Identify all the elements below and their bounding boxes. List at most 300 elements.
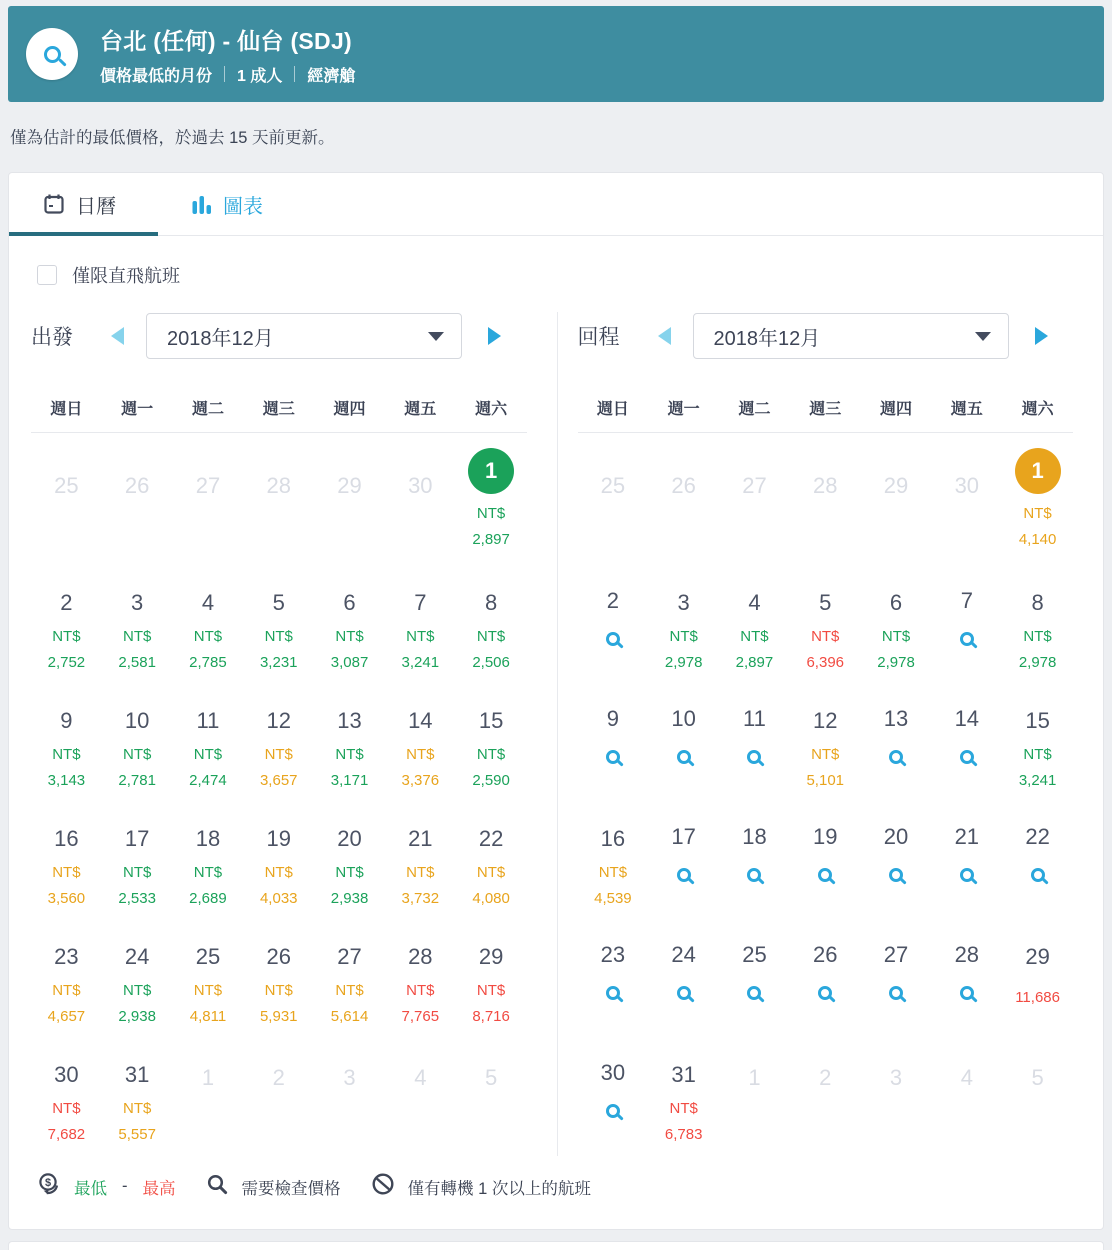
currency-label: NT$ — [52, 627, 81, 645]
day-number: 18 — [195, 826, 221, 851]
search-icon[interactable] — [747, 750, 761, 764]
day-number: 26 — [671, 473, 696, 498]
day-cell-return-30 — [931, 438, 1002, 574]
direct-flights-filter[interactable] — [37, 262, 180, 288]
day-number: 28 — [266, 473, 291, 498]
currency-label: NT$ — [476, 981, 506, 999]
day-number: 23 — [600, 942, 626, 967]
price-label — [314, 624, 385, 676]
magnifier-icon — [206, 1173, 229, 1201]
departure-weekday-row — [31, 396, 527, 433]
price-value: 2,752 — [47, 653, 86, 671]
cheapest-month-label: 價格最低的月份 — [100, 67, 213, 85]
currency-label: NT$ — [193, 627, 223, 645]
day-cell-departure-30[interactable] — [31, 1053, 102, 1156]
price-label — [102, 742, 173, 794]
search-icon[interactable] — [747, 868, 761, 882]
day-cell-departure-6[interactable] — [314, 581, 385, 692]
day-cell-return-23[interactable] — [578, 928, 649, 1046]
day-number: 9 — [606, 706, 620, 731]
day-number: 5 — [272, 590, 285, 615]
currency-label: NT$ — [52, 1099, 81, 1117]
day-cell-return-25[interactable] — [719, 928, 790, 1046]
currency-label: NT$ — [1023, 745, 1052, 763]
price-label — [243, 742, 314, 794]
weekday-label: 週二 — [191, 401, 224, 418]
price-value: 6,396 — [806, 653, 845, 671]
price-label — [314, 742, 385, 794]
day-cell-return-8[interactable] — [1002, 581, 1073, 692]
currency-label: NT$ — [811, 745, 840, 763]
day-number: 29 — [883, 473, 909, 498]
price-value: 4,033 — [259, 889, 298, 907]
search-summary-header[interactable] — [8, 6, 1104, 102]
day-cell-return-3[interactable] — [648, 581, 719, 692]
currency-label: NT$ — [406, 745, 435, 763]
day-number: 21 — [408, 826, 433, 851]
search-icon[interactable] — [1031, 868, 1045, 882]
day-cell-departure-16[interactable] — [31, 817, 102, 928]
selected-day-circle[interactable]: 1 — [1015, 448, 1061, 494]
day-number: 12 — [813, 708, 838, 733]
price-label — [173, 624, 244, 676]
day-number: 2 — [272, 1065, 285, 1090]
price-calendar-card — [8, 172, 1104, 1230]
currency-label: NT$ — [335, 745, 364, 763]
day-cell-return-1 — [719, 1046, 790, 1156]
day-number: 31 — [124, 1062, 150, 1087]
subtitle-divider — [294, 66, 295, 82]
tab-chart[interactable] — [158, 173, 305, 235]
day-cell-departure-27[interactable] — [314, 935, 385, 1046]
price-label — [1002, 501, 1073, 553]
day-cell-departure-4[interactable] — [173, 581, 244, 692]
day-cell-return-13[interactable] — [861, 692, 932, 810]
price-value: 2,978 — [877, 653, 915, 671]
search-icon[interactable] — [677, 986, 691, 1000]
legend-check-price-label: 需要檢查價格 — [241, 1179, 341, 1198]
legend-price-range — [37, 1172, 176, 1201]
legend-stops-label: 僅有轉機 1 次以上的航班 — [407, 1179, 591, 1198]
price-value: 3,231 — [259, 653, 298, 671]
price-value: 3,241 — [401, 653, 440, 671]
day-cell-departure-14[interactable] — [385, 699, 456, 810]
day-cell-departure-29[interactable] — [456, 935, 527, 1046]
weekday-label: 週一 — [667, 401, 700, 418]
return-month-value: 2018年12月 — [713, 327, 821, 350]
legend-range-separator: - — [122, 1177, 128, 1195]
day-cell-departure-23[interactable] — [31, 935, 102, 1046]
day-cell-return-3 — [861, 1046, 932, 1156]
departure-next-month-arrow[interactable] — [488, 327, 501, 345]
search-icon[interactable] — [747, 986, 761, 1000]
currency-label: NT$ — [52, 745, 81, 763]
weekday-label: 週三 — [262, 401, 295, 418]
day-cell-departure-5[interactable] — [243, 581, 314, 692]
day-number: 20 — [337, 826, 362, 851]
price-value: 2,590 — [472, 771, 510, 789]
price-value: 4,080 — [472, 889, 510, 907]
return-next-month-arrow[interactable] — [1035, 327, 1048, 345]
day-cell-departure-9[interactable] — [31, 699, 102, 810]
tab-bar — [9, 173, 1103, 236]
currency-label: NT$ — [123, 863, 152, 881]
currency-label: NT$ — [1023, 505, 1052, 522]
day-cell-departure-20[interactable] — [314, 817, 385, 928]
day-number: 27 — [195, 473, 221, 498]
search-icon[interactable] — [960, 632, 974, 646]
day-cell-departure-2 — [243, 1046, 314, 1156]
day-number: 15 — [1025, 708, 1050, 733]
price-value: 2,978 — [1018, 653, 1057, 671]
price-value: 2,785 — [189, 653, 227, 671]
day-cell-return-28[interactable] — [931, 928, 1002, 1046]
return-prev-month-arrow[interactable] — [658, 327, 671, 345]
price-value: 2,474 — [189, 771, 227, 789]
day-cell-return-22[interactable] — [1002, 810, 1073, 928]
price-label — [1002, 985, 1073, 1011]
currency-label: NT$ — [123, 627, 152, 645]
day-cell-return-26[interactable] — [790, 928, 861, 1046]
day-cell-return-1[interactable] — [1002, 438, 1073, 574]
day-cell-departure-11[interactable] — [173, 699, 244, 810]
day-number: 7 — [414, 590, 427, 615]
currency-label: NT$ — [335, 627, 364, 645]
day-cell-departure-4 — [385, 1046, 456, 1156]
departure-label: 出發 — [31, 326, 73, 349]
day-number: 28 — [954, 942, 980, 967]
day-cell-return-11[interactable] — [719, 692, 790, 810]
search-icon[interactable] — [818, 986, 832, 1000]
day-cell-departure-12[interactable] — [243, 699, 314, 810]
price-value: 4,539 — [594, 889, 632, 907]
search-icon[interactable] — [606, 1104, 620, 1118]
price-label — [578, 860, 649, 912]
weekday-label: 週三 — [809, 401, 842, 418]
price-value: 2,897 — [472, 531, 510, 548]
day-cell-return-29[interactable] — [1002, 935, 1073, 1046]
day-cell-departure-26 — [102, 438, 173, 574]
day-number: 4 — [960, 1065, 973, 1090]
day-cell-departure-25[interactable] — [173, 935, 244, 1046]
departure-month-select[interactable] — [146, 313, 462, 359]
day-cell-return-20[interactable] — [861, 810, 932, 928]
price-label — [1002, 624, 1073, 676]
price-value: 3,171 — [330, 771, 369, 789]
no-entry-icon — [371, 1172, 395, 1201]
price-label — [314, 978, 385, 1030]
day-number: 18 — [742, 824, 767, 849]
route-title: 台北 (任何) - 仙台 (SDJ) — [100, 27, 352, 54]
day-cell-departure-18[interactable] — [173, 817, 244, 928]
day-number: 13 — [337, 708, 362, 733]
currency-label: NT$ — [476, 745, 506, 763]
price-label — [385, 978, 456, 1030]
day-cell-departure-30 — [385, 438, 456, 574]
direct-flights-checkbox[interactable] — [37, 265, 57, 285]
day-number: 25 — [54, 473, 79, 498]
day-cell-departure-24[interactable] — [102, 935, 173, 1046]
search-icon[interactable] — [960, 986, 974, 1000]
day-number: 8 — [484, 590, 498, 615]
day-number: 1 — [201, 1065, 215, 1090]
search-icon[interactable] — [960, 868, 974, 882]
day-cell-departure-5 — [456, 1046, 527, 1156]
day-cell-departure-2[interactable] — [31, 581, 102, 692]
price-label — [456, 742, 527, 794]
price-value: 2,506 — [472, 653, 510, 671]
search-icon[interactable] — [818, 868, 832, 882]
return-label: 回程 — [577, 326, 620, 349]
weekday-label: 週五 — [950, 401, 983, 418]
price-value: 3,732 — [401, 889, 440, 907]
price-label — [456, 978, 527, 1030]
day-cell-departure-29 — [314, 438, 385, 574]
day-number: 26 — [813, 942, 838, 967]
day-cell-departure-13[interactable] — [314, 699, 385, 810]
day-cell-return-9[interactable] — [578, 692, 649, 810]
price-value: 2,938 — [118, 1007, 156, 1025]
price-label — [31, 742, 102, 794]
departure-calendar-header — [31, 312, 527, 360]
price-value: 3,143 — [47, 771, 86, 789]
day-cell-return-28 — [790, 438, 861, 574]
day-number: 22 — [478, 826, 504, 851]
day-number: 27 — [337, 944, 362, 969]
currency-label: NT$ — [264, 627, 293, 645]
day-number: 1 — [748, 1065, 761, 1090]
day-number: 28 — [408, 944, 433, 969]
price-label — [102, 1096, 173, 1148]
day-cell-return-19[interactable] — [790, 810, 861, 928]
price-label — [243, 624, 314, 676]
day-cell-return-29 — [861, 438, 932, 574]
day-cell-return-2[interactable] — [578, 574, 649, 692]
day-cell-departure-31[interactable] — [102, 1053, 173, 1156]
currency-label: NT$ — [52, 981, 81, 999]
price-value: 7,765 — [401, 1007, 440, 1025]
search-icon[interactable] — [677, 750, 691, 764]
price-estimate-note: 僅為估計的最低價格，於過去 15 天前更新。 — [10, 129, 335, 147]
day-number: 4 — [201, 590, 215, 615]
day-cell-return-12[interactable] — [790, 699, 861, 810]
day-number: 7 — [960, 588, 973, 613]
day-cell-return-17[interactable] — [648, 810, 719, 928]
day-cell-return-15[interactable] — [1002, 699, 1073, 810]
departure-prev-month-arrow[interactable] — [111, 327, 124, 345]
price-value: 4,811 — [189, 1007, 227, 1025]
currency-label: NT$ — [669, 1099, 698, 1117]
next-card-edge — [8, 1241, 1104, 1250]
day-cell-return-10[interactable] — [648, 692, 719, 810]
legend-stops — [371, 1172, 591, 1201]
currency-label: NT$ — [123, 1099, 152, 1117]
day-cell-departure-22[interactable] — [456, 817, 527, 928]
tab-calendar[interactable] — [9, 173, 158, 235]
currency-label: NT$ — [123, 981, 152, 999]
price-value: 3,560 — [47, 889, 86, 907]
currency-label: NT$ — [193, 981, 223, 999]
day-number: 27 — [883, 942, 909, 967]
day-number: 13 — [883, 706, 909, 731]
day-number: 27 — [742, 473, 767, 498]
search-icon[interactable] — [889, 868, 903, 882]
day-cell-return-7[interactable] — [931, 574, 1002, 692]
search-icon[interactable] — [960, 750, 974, 764]
day-number: 30 — [600, 1060, 626, 1085]
day-number: 6 — [889, 590, 903, 615]
day-number: 5 — [819, 590, 832, 615]
search-icon[interactable] — [606, 986, 620, 1000]
day-number: 11 — [743, 706, 766, 731]
day-cell-departure-19[interactable] — [243, 817, 314, 928]
search-icon[interactable] — [677, 868, 691, 882]
subtitle-divider — [224, 66, 225, 82]
day-number: 3 — [677, 590, 690, 615]
day-number: 16 — [54, 826, 79, 851]
price-value: 3,657 — [259, 771, 298, 789]
day-cell-return-30[interactable] — [578, 1046, 649, 1156]
day-number: 31 — [671, 1062, 696, 1087]
day-number: 25 — [195, 944, 221, 969]
day-cell-return-24[interactable] — [648, 928, 719, 1046]
price-label — [173, 742, 244, 794]
day-cell-departure-1[interactable] — [456, 438, 527, 574]
price-value: 6,783 — [664, 1125, 703, 1143]
price-label — [456, 860, 527, 912]
weekday-label: 週一 — [121, 401, 154, 418]
day-number: 10 — [671, 706, 696, 731]
currency-label: NT$ — [1023, 627, 1052, 645]
price-value: 2,978 — [664, 653, 703, 671]
day-cell-return-27 — [719, 438, 790, 574]
day-cell-departure-21[interactable] — [385, 817, 456, 928]
day-number: 26 — [266, 944, 291, 969]
price-label — [385, 742, 456, 794]
direct-flights-label: 僅限直飛航班 — [72, 266, 180, 286]
bar-chart-icon — [192, 193, 212, 215]
day-number: 3 — [131, 590, 144, 615]
price-label — [31, 978, 102, 1030]
day-number: 10 — [124, 708, 150, 733]
day-cell-departure-27 — [173, 438, 244, 574]
legend-check-price — [206, 1173, 341, 1201]
day-number: 29 — [1025, 944, 1050, 969]
chevron-down-icon — [975, 332, 991, 341]
day-cell-return-14[interactable] — [931, 692, 1002, 810]
day-cell-return-27[interactable] — [861, 928, 932, 1046]
day-cell-departure-17[interactable] — [102, 817, 173, 928]
day-number: 4 — [748, 590, 761, 615]
day-number: 26 — [124, 473, 150, 498]
day-cell-return-26 — [648, 438, 719, 574]
day-cell-return-4[interactable] — [719, 581, 790, 692]
day-cell-return-21[interactable] — [931, 810, 1002, 928]
day-number: 30 — [54, 1062, 79, 1087]
price-value: 5,557 — [118, 1125, 156, 1143]
passengers-label: 1 成人 — [237, 67, 283, 85]
day-cell-departure-26[interactable] — [243, 935, 314, 1046]
currency-label: NT$ — [476, 627, 506, 645]
day-cell-return-18[interactable] — [719, 810, 790, 928]
weekday-label: 週四 — [333, 401, 366, 418]
currency-label: NT$ — [123, 745, 152, 763]
currency-label: NT$ — [476, 863, 506, 881]
currency-label: NT$ — [193, 863, 223, 881]
day-number: 17 — [671, 824, 696, 849]
day-number: 2 — [819, 1065, 832, 1090]
currency-label: NT$ — [335, 863, 364, 881]
day-cell-departure-28[interactable] — [385, 935, 456, 1046]
day-number: 17 — [124, 826, 150, 851]
weekday-label: 週四 — [880, 401, 913, 418]
day-cell-departure-15[interactable] — [456, 699, 527, 810]
tab-calendar-label: 日曆 — [76, 195, 116, 218]
day-cell-return-5[interactable] — [790, 581, 861, 692]
price-value: 3,376 — [401, 771, 440, 789]
return-month-select[interactable] — [693, 313, 1009, 359]
day-cell-return-16[interactable] — [578, 817, 649, 928]
search-icon[interactable] — [606, 750, 620, 764]
price-label — [1002, 742, 1073, 794]
price-value: 5,101 — [806, 771, 845, 789]
price-label — [456, 501, 527, 553]
legend-lowest-label: 最低 — [74, 1179, 107, 1198]
price-label — [385, 860, 456, 912]
day-cell-departure-3[interactable] — [102, 581, 173, 692]
chevron-down-icon — [428, 332, 444, 341]
day-number: 29 — [478, 944, 504, 969]
price-label — [173, 978, 244, 1030]
legend-highest-label: 最高 — [142, 1179, 176, 1198]
currency-label: NT$ — [881, 627, 911, 645]
price-label — [31, 624, 102, 676]
selected-day-circle[interactable]: 1 — [468, 448, 514, 494]
price-value: 2,938 — [330, 889, 369, 907]
day-number: 30 — [408, 473, 433, 498]
day-cell-departure-1 — [173, 1046, 244, 1156]
price-label — [31, 860, 102, 912]
day-cell-return-6[interactable] — [861, 581, 932, 692]
svg-text:$: $ — [44, 1177, 52, 1189]
day-cell-departure-8[interactable] — [456, 581, 527, 692]
day-number: 20 — [883, 824, 909, 849]
day-number: 22 — [1025, 824, 1050, 849]
day-number: 24 — [124, 944, 150, 969]
search-icon[interactable] — [889, 750, 903, 764]
currency-label: NT$ — [406, 627, 435, 645]
currency-label: NT$ — [598, 863, 628, 881]
return-weekday-row — [578, 396, 1074, 433]
return-calendar — [557, 312, 1104, 1156]
departure-day-grid — [31, 438, 527, 1156]
departure-month-value: 2018年12月 — [167, 327, 274, 350]
price-value: 2,581 — [118, 653, 156, 671]
currency-label: NT$ — [335, 981, 364, 999]
day-number: 2 — [60, 590, 73, 615]
search-icon[interactable] — [606, 632, 620, 646]
price-label — [314, 860, 385, 912]
search-icon[interactable] — [26, 28, 78, 80]
search-icon[interactable] — [889, 986, 903, 1000]
currency-label: NT$ — [669, 627, 698, 645]
day-cell-return-31[interactable] — [648, 1053, 719, 1156]
day-cell-return-25 — [578, 438, 649, 574]
page — [0, 6, 1112, 1250]
day-cell-departure-7[interactable] — [385, 581, 456, 692]
day-cell-departure-10[interactable] — [102, 699, 173, 810]
search-summary-text — [100, 23, 355, 86]
